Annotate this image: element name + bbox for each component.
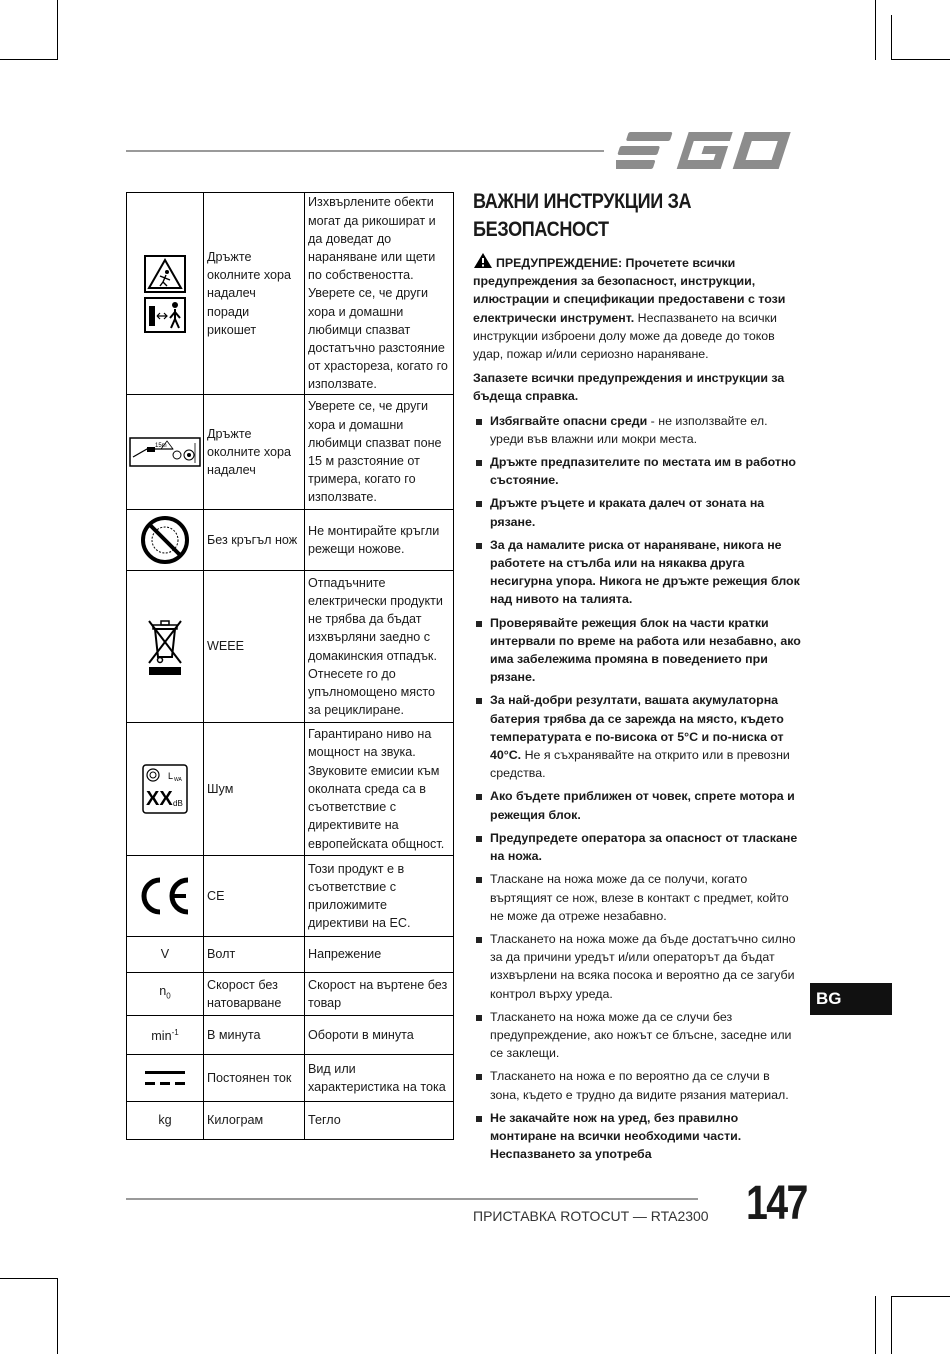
symbol-cell	[127, 723, 204, 856]
symbol-name: Волт	[204, 937, 305, 973]
item-bold: За най-добри резултати, вашата акумулаторна батерия трябва да се зарежда на място, където температурата е по-висока от 5°C и по-ниска от 40°C.	[490, 693, 784, 763]
warning-bold: ПРЕДУПРЕЖДЕНИЕ: Прочетете всички предупреждения за безопасност, инструкции, илюстрации и спецификации предоставени с този електрически инструмент.	[473, 256, 786, 325]
ricochet-warning-icon	[143, 254, 187, 334]
symbol-name: Килограм	[204, 1102, 305, 1140]
table-row	[127, 1016, 454, 1055]
weee-crossed-bin-icon	[145, 617, 185, 677]
table-row	[127, 571, 454, 723]
list-item	[473, 1109, 801, 1164]
crop-mark	[875, 0, 876, 60]
list-item	[473, 494, 801, 530]
bullet-marker	[476, 460, 482, 466]
item-bold: Дръжте предпазителите по местата им в работно състояние.	[490, 455, 796, 488]
symbol-name: В минута	[204, 1016, 305, 1055]
symbol-cell: kg	[127, 1102, 204, 1140]
no-circular-blade-icon	[140, 515, 190, 565]
symbol-superscript: -1	[171, 1028, 179, 1038]
item-text: Тласкането на ножа може да бъде достатъчно силно за да причини уредът и/или операторът да бъдат изхвърлени на всяка посока и вероятно да се загуби контрол върху уреда.	[490, 931, 796, 1001]
symbol-name: Дръжте околните хора надалеч	[204, 395, 305, 510]
item-text: - не използвайте ел. уреди във влажни или мокри места.	[490, 413, 768, 446]
table-row	[127, 395, 454, 510]
product-name: ПРИСТАВКА ROTOCUT — RTA2300	[473, 1208, 709, 1224]
crop-mark	[891, 15, 892, 60]
symbol-description: Изхвърлените обекти могат да рикошират и да доведат до нараняване или щети по собствеността. Уверете се, че други хора и домашни любимци спазват достатъчно разстояние от храстореза, когато го използвате.	[305, 193, 454, 395]
list-item	[473, 412, 801, 448]
symbol-description: Уверете се, че други хора и домашни любимци спазват поне 15 м разстояние от тримера, когато го използвате.	[305, 395, 454, 510]
warning-triangle-icon	[473, 252, 493, 269]
item-text: Тласкането на ножа е по вероятно да се случи в зона, където е трудно да видите рязания материал.	[490, 1069, 789, 1102]
warning-text: Неспазването на всички инструкции изброени долу може да доведе до токов удар, пожар и/или сериозно нараняване.	[473, 310, 777, 362]
symbol-name: Шум	[204, 723, 305, 856]
symbol-subscript: 0	[166, 991, 171, 1001]
symbol-cell: V	[127, 937, 204, 973]
item-bold: Не закачайте нож на уред, без правилно монтиране на всички необходими части. Неспазването за употреба	[490, 1110, 742, 1162]
crop-mark	[891, 1296, 892, 1354]
ce-mark-icon	[136, 876, 194, 916]
crop-mark	[0, 1278, 58, 1279]
bullet-marker	[476, 836, 482, 842]
table-row	[127, 856, 454, 937]
list-item	[473, 829, 801, 865]
symbol-text: min	[151, 1029, 172, 1044]
list-item	[473, 870, 801, 925]
table-row	[127, 510, 454, 571]
symbol-description: Вид или характеристика на тока	[305, 1055, 454, 1102]
symbol-cell	[127, 193, 204, 395]
item-bold: Избягвайте опасни среди	[490, 413, 648, 428]
list-item	[473, 1067, 801, 1103]
bullet-marker	[476, 794, 482, 800]
table-row	[127, 193, 454, 395]
safety-list	[473, 412, 801, 1164]
item-text: Тласкането на ножа може да се случи без предупреждение, ако ножът се блъсне, заседне или се заклещи.	[490, 1009, 792, 1061]
item-text: Не я съхранявайте на открито или в превозни средства.	[490, 748, 790, 781]
save-note: Запазете всички предупреждения и инструкции за бъдеща справка.	[473, 371, 785, 404]
language-tab: BG	[810, 983, 892, 1015]
item-bold: Предупредете оператора за опасност от тласкане на ножа.	[490, 830, 798, 864]
bullet-marker	[476, 698, 482, 704]
symbol-cell	[127, 1016, 204, 1055]
bullet-marker	[476, 1074, 482, 1080]
direct-current-icon	[145, 1067, 185, 1089]
symbol-name: Без кръгъл нож	[204, 510, 305, 571]
list-item	[473, 787, 801, 823]
table-row	[127, 1102, 454, 1140]
crop-mark	[891, 1296, 950, 1297]
symbol-cell	[127, 571, 204, 723]
symbol-name: WEEE	[204, 571, 305, 723]
bullet-marker	[476, 543, 482, 549]
svg-text:XX: XX	[146, 788, 173, 810]
svg-text:L: L	[168, 771, 174, 781]
symbol-description: Тегло	[305, 1102, 454, 1140]
symbol-description: Този продукт е в съответствие с приложимите директиви на ЕС.	[305, 856, 454, 937]
symbol-name: Скорост без натоварване	[204, 973, 305, 1016]
warning-paragraph	[473, 252, 801, 363]
symbol-description: Гарантирано ниво на мощност на звука. Звуковите емисии към околната среда са в съответствие с директивите на европейската общност.	[305, 723, 454, 856]
symbol-name: CE	[204, 856, 305, 937]
list-item	[473, 930, 801, 1003]
bullet-marker	[476, 877, 482, 883]
list-item	[473, 536, 801, 609]
symbol-text: n	[159, 984, 167, 999]
symbol-name: Постоянен ток	[204, 1055, 305, 1102]
bullet-marker	[476, 621, 482, 627]
crop-mark	[875, 1296, 876, 1354]
item-bold: Ако бъдете приближен от човек, спрете мотора и режещия блок.	[490, 789, 795, 822]
footer-rule	[126, 1198, 698, 1200]
table-row	[127, 973, 454, 1016]
crop-mark	[57, 1278, 58, 1354]
symbol-cell	[127, 973, 204, 1016]
list-item	[473, 614, 801, 687]
bullet-marker	[476, 1116, 482, 1122]
ego-logo	[616, 128, 802, 174]
crop-mark	[57, 0, 58, 60]
safety-instructions	[473, 188, 801, 1168]
item-bold: За да намалите риска от нараняване, никога не работете на стълба или на някаква друга несигурна упора. Никога не дръжте режещия блок над нивото на талията.	[490, 537, 800, 607]
symbol-description: Отпадъчните електрически продукти не трябва да бъдат изхвърляни заедно с домакинския отпадък. Отнесете го до упълномощено място за рециклиране.	[305, 571, 454, 723]
crop-mark	[0, 59, 58, 60]
symbol-description: Не монтирайте кръгли режещи ножове.	[305, 510, 454, 571]
item-text: Тласкане на ножа може да се получи, когато въртящият се нож, влезе в контакт с предмет, който не може да отреже незабавно.	[490, 872, 789, 923]
keep-distance-15m-icon	[129, 437, 201, 467]
symbol-cell	[127, 856, 204, 937]
list-item	[473, 691, 801, 782]
symbol-cell	[127, 510, 204, 571]
item-bold: Дръжте ръцете и краката далеч от зоната на рязане.	[490, 496, 765, 529]
symbol-description: Обороти в минута	[305, 1016, 454, 1055]
symbols-table	[126, 192, 454, 1140]
svg-text:dB: dB	[173, 799, 183, 808]
svg-text:WA: WA	[174, 777, 182, 783]
bullet-marker	[476, 501, 482, 507]
item-bold: Проверявайте режещия блок на части кратки интервали по време на работа или незабавно, ако има забележима промяна в поведението при рязане.	[490, 615, 801, 685]
table-row	[127, 723, 454, 856]
symbol-description: Скорост на въртене без товар	[305, 973, 454, 1016]
crop-mark	[891, 59, 950, 60]
symbol-name: Дръжте околните хора надалеч поради рикошет	[204, 193, 305, 395]
symbol-cell	[127, 1055, 204, 1102]
svg-text:15m: 15m	[155, 443, 167, 449]
sound-power-icon	[142, 764, 188, 814]
table-row	[127, 1055, 454, 1102]
page-number: 147	[746, 1177, 807, 1230]
bullet-marker	[476, 937, 482, 943]
table-row	[127, 937, 454, 973]
bullet-marker	[476, 419, 482, 425]
list-item	[473, 1008, 801, 1063]
symbol-description: Напрежение	[305, 937, 454, 973]
list-item	[473, 453, 801, 489]
section-title: ВАЖНИ ИНСТРУКЦИИ ЗА БЕЗОПАСНОСТ	[473, 190, 692, 241]
header-rule	[126, 150, 604, 152]
symbol-cell	[127, 395, 204, 510]
bullet-marker	[476, 1015, 482, 1021]
